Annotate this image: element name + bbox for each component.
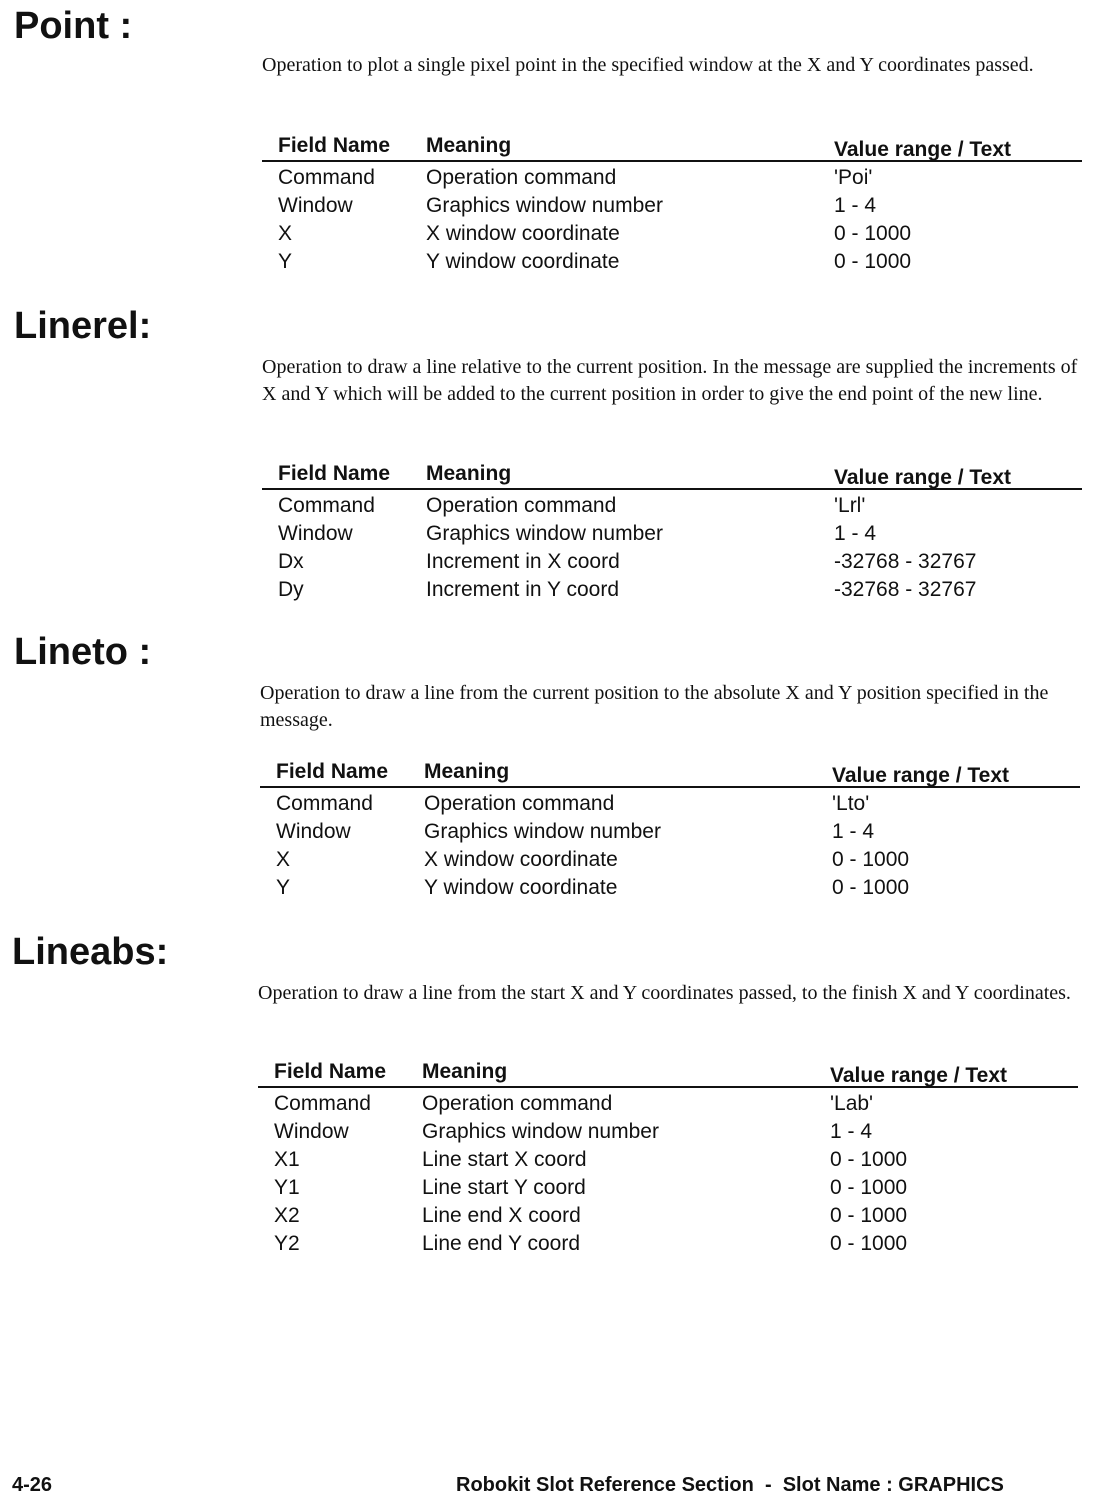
cell-meaning: Line end X coord bbox=[422, 1204, 581, 1227]
field-table-point bbox=[262, 134, 1082, 276]
cell-field-name: Command bbox=[278, 494, 375, 517]
cell-field-name: Window bbox=[278, 522, 353, 545]
cell-field-name: Y2 bbox=[274, 1232, 300, 1255]
table-header bbox=[260, 760, 1080, 788]
cell-meaning: X window coordinate bbox=[424, 848, 618, 871]
cell-value-range: 0 - 1000 bbox=[830, 1232, 908, 1255]
cell-value-range: 0 - 1000 bbox=[834, 250, 912, 273]
cell-meaning: Line start Y coord bbox=[422, 1176, 586, 1199]
table-row bbox=[260, 846, 1080, 874]
table-body bbox=[258, 1088, 1078, 1258]
cell-field-name: Command bbox=[276, 792, 373, 815]
cell-value-range: -32768 - 32767 bbox=[834, 550, 977, 573]
header-meaning: Meaning bbox=[422, 1060, 508, 1083]
cell-meaning: Operation command bbox=[426, 494, 617, 517]
section-description-lineabs: Operation to draw a line from the start X and Y coordinates passed, to the finish X and Y coordinates. bbox=[258, 982, 1071, 1004]
table-row bbox=[262, 220, 1082, 248]
section-heading-lineto: Lineto : bbox=[14, 631, 152, 673]
table-row bbox=[258, 1146, 1078, 1174]
table-header bbox=[262, 134, 1082, 162]
cell-value-range: 0 - 1000 bbox=[830, 1204, 908, 1227]
table-row bbox=[258, 1230, 1078, 1258]
field-table-linerel bbox=[262, 462, 1082, 604]
cell-field-name: X bbox=[278, 222, 293, 245]
cell-field-name: Command bbox=[278, 166, 375, 189]
cell-value-range: -32768 - 32767 bbox=[834, 578, 977, 601]
cell-meaning: Graphics window number bbox=[426, 194, 663, 217]
header-meaning: Meaning bbox=[426, 462, 512, 485]
cell-value-range: 1 - 4 bbox=[834, 194, 877, 217]
table-row bbox=[260, 790, 1080, 818]
cell-field-name: Y bbox=[276, 876, 291, 899]
section-heading-lineabs: Lineabs: bbox=[12, 931, 169, 973]
cell-meaning: Operation command bbox=[422, 1092, 613, 1115]
cell-field-name: Window bbox=[276, 820, 351, 843]
table-row bbox=[260, 818, 1080, 846]
cell-value-range: 0 - 1000 bbox=[832, 876, 910, 899]
header-value-range: Value range / Text bbox=[834, 466, 1012, 489]
cell-meaning: Y window coordinate bbox=[424, 876, 618, 899]
header-field-name: Field Name bbox=[278, 462, 391, 485]
cell-meaning: X window coordinate bbox=[426, 222, 620, 245]
table-header bbox=[258, 1060, 1078, 1088]
table-body bbox=[262, 490, 1082, 604]
cell-meaning: Operation command bbox=[424, 792, 615, 815]
cell-meaning: Increment in Y coord bbox=[426, 578, 619, 601]
cell-meaning: Graphics window number bbox=[422, 1120, 659, 1143]
cell-field-name: Dx bbox=[278, 550, 304, 573]
header-meaning: Meaning bbox=[426, 134, 512, 157]
cell-meaning: Operation command bbox=[426, 166, 617, 189]
field-table-lineto bbox=[260, 760, 1080, 902]
cell-meaning: Graphics window number bbox=[426, 522, 663, 545]
table-row bbox=[262, 248, 1082, 276]
table-row bbox=[262, 548, 1082, 576]
cell-value-range: 'Lrl' bbox=[834, 494, 866, 517]
table-row bbox=[262, 192, 1082, 220]
header-field-name: Field Name bbox=[276, 760, 389, 783]
cell-value-range: 0 - 1000 bbox=[832, 848, 910, 871]
section-description-linerel: Operation to draw a line relative to the current position. In the message are supplied the increments of X and Y which will be added to the current position in order to give the end point of the new line. bbox=[262, 356, 1078, 405]
table-body bbox=[260, 788, 1080, 902]
cell-value-range: 1 - 4 bbox=[834, 522, 877, 545]
table-row bbox=[258, 1174, 1078, 1202]
cell-meaning: Y window coordinate bbox=[426, 250, 620, 273]
section-heading-point: Point : bbox=[14, 5, 133, 47]
cell-value-range: 'Lab' bbox=[830, 1092, 874, 1115]
cell-value-range: 1 - 4 bbox=[832, 820, 875, 843]
header-field-name: Field Name bbox=[274, 1060, 387, 1083]
footer-reference: Robokit Slot Reference Section - Slot Name : GRAPHICS bbox=[456, 1474, 1004, 1496]
table-row bbox=[260, 874, 1080, 902]
table-row bbox=[258, 1118, 1078, 1146]
cell-meaning: Graphics window number bbox=[424, 820, 661, 843]
cell-meaning: Line end Y coord bbox=[422, 1232, 581, 1255]
header-meaning: Meaning bbox=[424, 760, 510, 783]
cell-field-name: Dy bbox=[278, 578, 304, 601]
cell-field-name: Y bbox=[278, 250, 293, 273]
cell-field-name: X1 bbox=[274, 1148, 300, 1171]
header-value-range: Value range / Text bbox=[834, 138, 1012, 161]
table-row bbox=[262, 576, 1082, 604]
cell-value-range: 1 - 4 bbox=[830, 1120, 873, 1143]
cell-field-name: X2 bbox=[274, 1204, 300, 1227]
table-header bbox=[262, 462, 1082, 490]
table-row bbox=[262, 520, 1082, 548]
header-value-range: Value range / Text bbox=[832, 764, 1010, 787]
cell-field-name: Y1 bbox=[274, 1176, 300, 1199]
table-row bbox=[258, 1090, 1078, 1118]
table-row bbox=[258, 1202, 1078, 1230]
cell-field-name: Window bbox=[278, 194, 353, 217]
cell-field-name: Command bbox=[274, 1092, 371, 1115]
cell-meaning: Line start X coord bbox=[422, 1148, 587, 1171]
cell-meaning: Increment in X coord bbox=[426, 550, 620, 573]
cell-value-range: 0 - 1000 bbox=[830, 1176, 908, 1199]
cell-field-name: X bbox=[276, 848, 291, 871]
page-number: 4-26 bbox=[12, 1474, 53, 1496]
section-description-lineto: Operation to draw a line from the current position to the absolute X and Y position specified in the message. bbox=[260, 682, 1049, 731]
table-body bbox=[262, 162, 1082, 276]
section-heading-linerel: Linerel: bbox=[14, 305, 152, 347]
cell-value-range: 'Lto' bbox=[832, 792, 870, 815]
cell-value-range: 0 - 1000 bbox=[834, 222, 912, 245]
table-row bbox=[262, 492, 1082, 520]
cell-value-range: 0 - 1000 bbox=[830, 1148, 908, 1171]
field-table-lineabs bbox=[258, 1060, 1078, 1258]
header-field-name: Field Name bbox=[278, 134, 391, 157]
table-row bbox=[262, 164, 1082, 192]
cell-value-range: 'Poi' bbox=[834, 166, 873, 189]
cell-field-name: Window bbox=[274, 1120, 349, 1143]
header-value-range: Value range / Text bbox=[830, 1064, 1008, 1087]
section-description-point: Operation to plot a single pixel point in the specified window at the X and Y coordinates passed. bbox=[262, 54, 1034, 76]
